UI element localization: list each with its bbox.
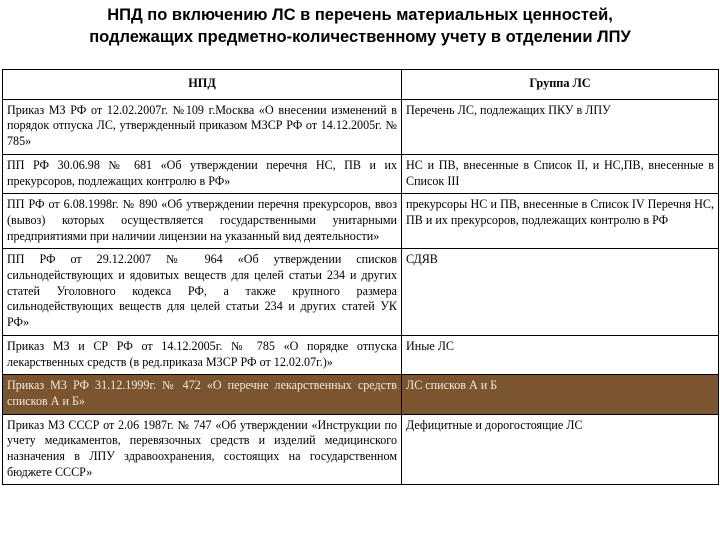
- npd-table: [2, 69, 719, 485]
- column-header-group: Группа ЛС: [402, 70, 719, 100]
- npd-cell: Приказ МЗ РФ от 12.02.2007г. №109 г.Москва «О внесении изменений в порядок отпуска ЛС, утвержденный приказом МЗСР РФ от 14.12.2005г. № 785»: [3, 99, 402, 154]
- npd-cell: Приказ МЗ РФ 31.12.1999г. № 472 «О перечне лекарственных средств списков А и Б»: [3, 375, 402, 414]
- table-row: [3, 249, 719, 336]
- group-cell: НС и ПВ, внесенные в Список II, и НС,ПВ, внесенные в Список III: [402, 154, 719, 193]
- page-title-line-1: НПД по включению ЛС в перечень материальных ценностей,: [107, 6, 613, 24]
- table-header-row: [3, 70, 719, 100]
- group-cell: Иные ЛС: [402, 335, 719, 374]
- table-row-highlighted: [3, 375, 719, 414]
- group-cell: прекурсоры НС и ПВ, внесенные в Список IV Перечня НС, ПВ и их прекурсоров, подлежащих контролю в РФ: [402, 194, 719, 249]
- table-row: [3, 154, 719, 193]
- group-cell: Дефицитные и дорогостоящие ЛС: [402, 414, 719, 485]
- group-cell: СДЯВ: [402, 249, 719, 336]
- column-header-npd: НПД: [3, 70, 402, 100]
- group-cell: ЛС списков А и Б: [402, 375, 719, 414]
- npd-cell: ПП РФ от 6.08.1998г. № 890 «Об утверждении перечня прекурсоров, ввоз (вывоз) которых осуществляется государственными унитарными предприятиями при наличии лицензии на указанный вид деятельности»: [3, 194, 402, 249]
- group-cell: Перечень ЛС, подлежащих ПКУ в ЛПУ: [402, 99, 719, 154]
- npd-cell: Приказ МЗ СССР от 2.06 1987г. № 747 «Об утверждении «Инструкции по учету медикаментов, перевязочных средств и изделий медицинского назначения в ЛПУ здравоохранения, состоящих на государственном бюджете СССР»: [3, 414, 402, 485]
- npd-cell: Приказ МЗ и СР РФ от 14.12.2005г. № 785 «О порядке отпуска лекарственных средств (в ред.приказа МЗСР РФ от 12.02.07г.)»: [3, 335, 402, 374]
- table-row: [3, 414, 719, 485]
- table-row: [3, 194, 719, 249]
- table-row: [3, 335, 719, 374]
- page-title: [0, 4, 720, 48]
- npd-cell: ПП РФ 30.06.98 № 681 «Об утверждении перечня НС, ПВ и их прекурсоров, подлежащих контролю в РФ»: [3, 154, 402, 193]
- npd-cell: ПП РФ от 29.12.2007 № 964 «Об утверждении списков сильнодействующих и ядовитых веществ для целей статьи 234 и других статей Уголовного кодекса РФ, а также крупного размера сильнодействующих веществ для целей статьи 234 и других статей УК РФ»: [3, 249, 402, 336]
- page-title-line-2: подлежащих предметно-количественному учету в отделении ЛПУ: [89, 28, 631, 46]
- table-row: [3, 99, 719, 154]
